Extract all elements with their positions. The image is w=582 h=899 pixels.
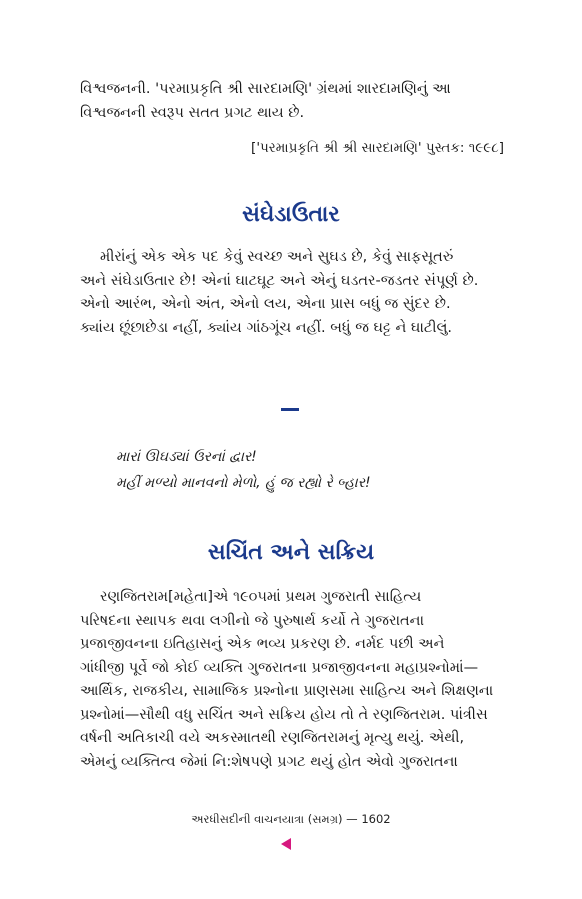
section-title: સચિંત અને સક્રિય bbox=[207, 540, 375, 565]
paragraph-line: ગાંધીજી પૂર્વે જો કોઈ વ્યક્તિ ગુજરાતના પ્રજાજીવનના મહાપ્રશ્નોમાં— bbox=[80, 659, 479, 676]
paragraph-line: પ્રજાજીવનના ઇતિહાસનું એક ભવ્ય પ્રકરણ છે. નર્મદ પછી અને bbox=[80, 636, 445, 652]
section-paragraph bbox=[80, 246, 504, 340]
section-divider bbox=[281, 408, 299, 411]
paragraph-line: આર્થિક, રાજકીય, સામાજિક પ્રશ્નોના પ્રાણસમા સાહિત્ય અને શિક્ષણના bbox=[80, 683, 494, 699]
paragraph-line: અને સંઘેડાઉતાર છે! એનાં ઘાટઘૂટ અને એનું ઘડતર-જડતર સંપૂર્ણ છે. bbox=[80, 272, 479, 289]
intro-line: વિશ્વજનની સ્વરૂપ સતત પ્રગટ થાય છે. bbox=[80, 104, 305, 121]
paragraph-line: પ્રશ્નોમાં—સૌથી વધુ સચિંત અને સક્રિય હોય તો તે રણજિતરામ. પાંત્રીસ bbox=[80, 706, 488, 723]
paragraph-line: વર્ષની અતિકાચી વયે અકસ્માતથી રણજિતરામનું મૃત્યુ થયું. એથી, bbox=[80, 730, 465, 746]
poem-line: મહીં મળ્યો માનવનો મેળો, હું જ રહ્યો રે બ્હાર! bbox=[116, 475, 371, 491]
paragraph-line: એમનું વ્યક્તિત્વ જેમાં નિ:શેષપણે પ્રગટ થયું હોત એવો ગુજરાતના bbox=[80, 753, 458, 770]
paragraph-line: રણજિતરામ[મહેતા]એ ૧૯૦૫માં પ્રથમ ગુજરાતી સાહિત્ય bbox=[100, 589, 422, 605]
prev-arrow-icon[interactable] bbox=[281, 838, 291, 850]
paragraph-line: એનો આરંભ, એનો અંત, એનો લય, એના પ્રાસ બધું જ સુંદર છે. bbox=[80, 296, 451, 312]
section-paragraph bbox=[80, 586, 504, 774]
source-citation: ['પરમાપ્રકૃતિ શ્રી શ્રી સારદામણિ' પુસ્તક: ૧૯૯૮] bbox=[251, 140, 504, 156]
section-title: સંઘેડાઉતાર bbox=[242, 202, 340, 227]
poem-line: મારાં ઊઘડ્યાં ઉરનાં દ્વાર! bbox=[116, 449, 257, 465]
paragraph-line: પરિષદના સ્થાપક થવા લગીનો જે પુરુષાર્થ કર્યો તે ગુજરાતના bbox=[80, 612, 425, 629]
paragraph-line: ક્યાંય છૂંછાછેડા નહીં, ક્યાંય ગાંઠગૂંચ નહીં. બધું જ ઘટ્ટ ને ઘાટીલું. bbox=[80, 319, 453, 336]
page-footer: અરધીસદીની વાચનયાત્રા (સમગ્ર) — 1602 bbox=[191, 812, 391, 826]
paragraph-line: મીરાંનું એક એક પદ કેવું સ્વચ્છ અને સુઘડ છે, કેવું સાફસૂતરું bbox=[100, 249, 454, 265]
poem-quote bbox=[116, 444, 371, 496]
intro-paragraph bbox=[80, 78, 504, 125]
intro-line: વિશ્વજનની. 'પરમાપ્રકૃતિ શ્રી સારદામણિ' ગ્રંથમાં શારદામણિનું આ bbox=[80, 81, 451, 97]
